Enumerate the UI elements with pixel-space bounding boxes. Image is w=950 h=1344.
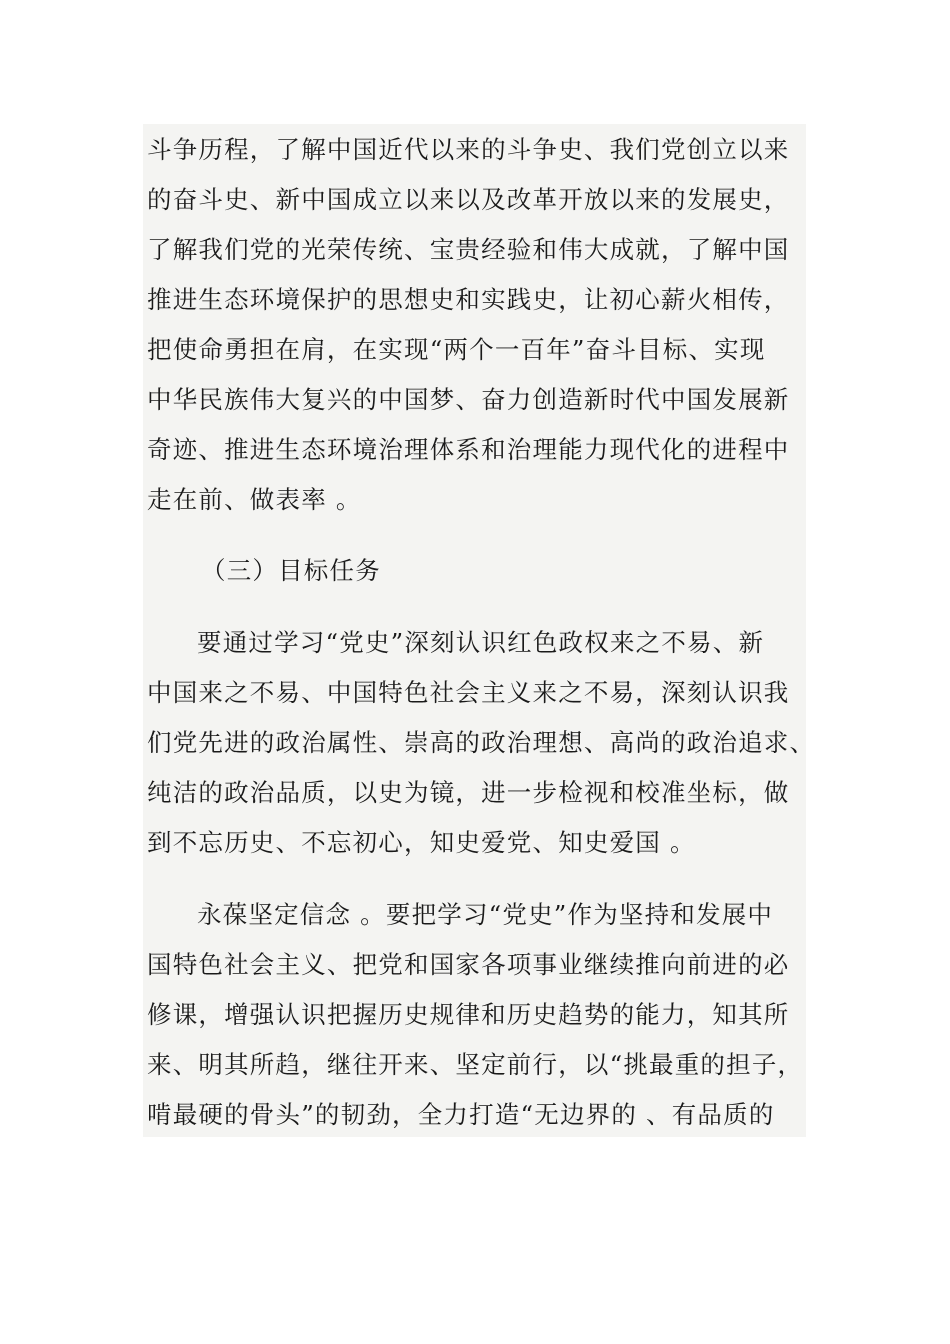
paragraph-line: 中华民族伟大复兴的中国梦、奋力创造新时代中国发展新 xyxy=(147,385,790,414)
section-heading: （三）目标任务 xyxy=(201,556,381,585)
paragraph-line: 了解我们党的光荣传统、宝贵经验和伟大成就，了解中国 xyxy=(147,235,790,264)
paragraph-line: 要通过学习“党史”深刻认识红色政权来之不易、新 xyxy=(197,628,765,657)
paragraph-line: 的奋斗史、新中国成立以来以及改革开放以来的发展史， xyxy=(147,185,790,214)
paragraph-line: 推进生态环境保护的思想史和实践史，让初心薪火相传， xyxy=(147,285,790,314)
paragraph-line: 纯洁的政治品质，以史为镜，进一步检视和校准坐标，做 xyxy=(147,778,790,807)
paragraph-line: 们党先进的政治属性、崇高的政治理想、高尚的政治追求、 xyxy=(147,728,816,757)
paragraph-line: 啃最硬的骨头”的韧劲，全力打造“无边界的 、有品质的 xyxy=(147,1100,775,1129)
paragraph-line: 永葆坚定信念 。要把学习“党史”作为坚持和发展中 xyxy=(197,900,774,929)
paragraph-line: 奇迹、推进生态环境治理体系和治理能力现代化的进程中 xyxy=(147,435,790,464)
paragraph-line: 来、明其所趋，继往开来、坚定前行，以“挑最重的担子， xyxy=(147,1050,804,1079)
paragraph-line: 国特色社会主义、把党和国家各项事业继续推向前进的必 xyxy=(147,950,790,979)
paragraph-line: 斗争历程，了解中国近代以来的斗争史、我们党创立以来 xyxy=(147,135,790,164)
text-block xyxy=(143,124,816,1137)
paragraph-line: 中国来之不易、中国特色社会主义来之不易，深刻认识我 xyxy=(147,678,790,707)
paragraph-line: 走在前、做表率 。 xyxy=(147,485,362,514)
paragraph-line: 到不忘历史、不忘初心，知史爱党、知史爱国 。 xyxy=(147,828,696,857)
paragraph-line: 把使命勇担在肩，在实现“两个一百年”奋斗目标、实现 xyxy=(147,335,766,364)
paragraph-line: 修课，增强认识把握历史规律和历史趋势的能力，知其所 xyxy=(147,1000,790,1029)
